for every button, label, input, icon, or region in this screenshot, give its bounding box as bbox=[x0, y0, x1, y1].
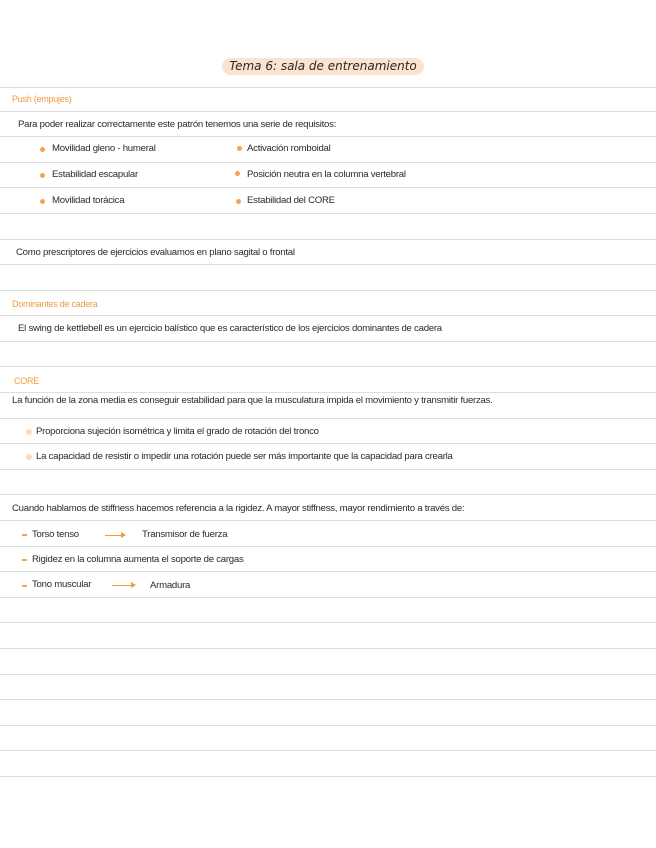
core-text: La función de la zona media es conseguir estabilidad para que la musculatura impida el movimiento y transmitir fuerzas. bbox=[12, 395, 493, 406]
stiffness-item-left: Tono muscular bbox=[32, 579, 92, 590]
bullet-dot-icon bbox=[235, 171, 240, 176]
hip-text: El swing de kettlebell es un ejercicio balístico que es característico de los ejercicios dominantes de cadera bbox=[18, 323, 442, 334]
stiffness-item-right: Transmisor de fuerza bbox=[142, 529, 228, 540]
stiffness-intro: Cuando hablamos de stiffness hacemos referencia a la rigidez. A mayor stiffness, mayor rendimiento a través de: bbox=[12, 503, 465, 514]
bullet-dash-icon bbox=[22, 559, 27, 561]
core-point: La capacidad de resistir o impedir una rotación puede ser más importante que la capacidad para crearla bbox=[36, 451, 453, 462]
arrow-right-icon bbox=[112, 585, 135, 586]
core-heading: CORE bbox=[14, 376, 40, 386]
bullet-dash-icon bbox=[22, 534, 27, 536]
bullet-dot-icon bbox=[40, 173, 45, 178]
bullet-dot-icon bbox=[237, 146, 242, 151]
push-heading: Push (empujes) bbox=[12, 94, 72, 104]
push-note: Como prescriptores de ejercicios evaluamos en plano sagital o frontal bbox=[16, 247, 295, 258]
bullet-dot-icon bbox=[26, 454, 32, 460]
requirement-item: Estabilidad del CORE bbox=[247, 195, 335, 206]
bullet-dot-icon bbox=[236, 199, 241, 204]
requirement-item: Posición neutra en la columna vertebral bbox=[247, 169, 406, 180]
core-point: Proporciona sujeción isométrica y limita el grado de rotación del tronco bbox=[36, 426, 319, 437]
stiffness-item-left: Rigidez en la columna aumenta el soporte de cargas bbox=[32, 554, 244, 565]
requirement-item: Movilidad gleno - humeral bbox=[52, 143, 156, 154]
arrow-right-icon bbox=[105, 535, 125, 536]
requirement-item: Estabilidad escapular bbox=[52, 169, 138, 180]
bullet-dot-icon bbox=[40, 147, 45, 152]
stiffness-item-left: Torso tenso bbox=[32, 529, 79, 540]
requirement-item: Activación romboidal bbox=[247, 143, 331, 154]
bullet-dot-icon bbox=[26, 429, 32, 435]
bullet-dot-icon bbox=[40, 199, 45, 204]
hip-heading: Dominantes de cadera bbox=[12, 299, 98, 309]
stiffness-item-right: Armadura bbox=[150, 580, 191, 591]
requirement-item: Movilidad torácica bbox=[52, 195, 125, 206]
bullet-dash-icon bbox=[22, 585, 27, 587]
push-intro: Para poder realizar correctamente este patrón tenemos una serie de requisitos: bbox=[18, 119, 337, 130]
page-title: Tema 6: sala de entrenamiento bbox=[222, 58, 424, 75]
